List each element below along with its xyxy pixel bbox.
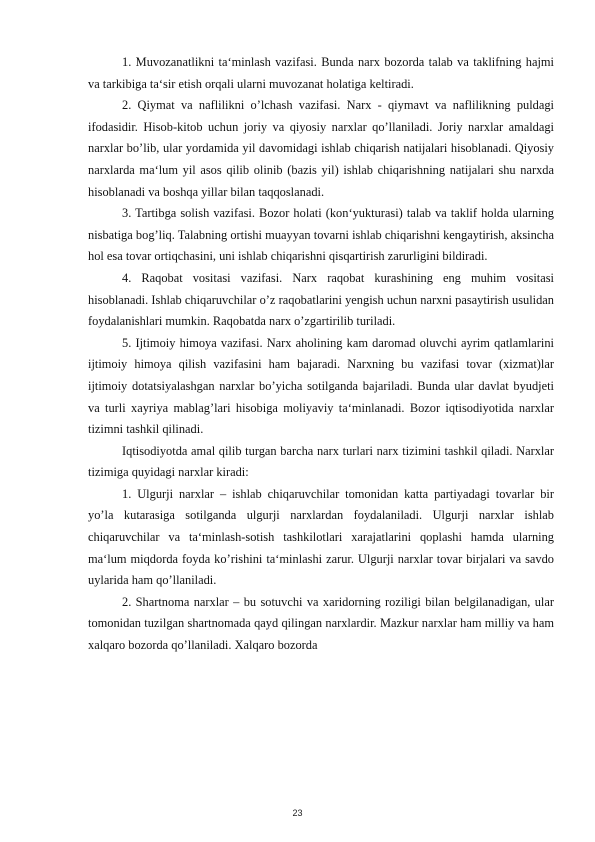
paragraph-equilibrium-function: 1. Muvozanatlikni ta‘minlash vazifasi. Bunda narx bozorda talab va taklifning hajmi va tarkibiga ta‘sir etish orqali ularni muvozanat holatiga keltiradi. [88,55,554,91]
paragraph-social-protection-function: 5. Ijtimoiy himoya vazifasi. Narx aholining kam daromad oluvchi ayrim qatlamlarini ijtimoiy himoya qilish vazifasini ham bajaradi. Narxning bu vazifasi tovar (xizmat)lar ijtimoiy dotatsiyalashgan narxlar bo’yicha sotilganda bajariladi. Bunda ular davlat byudjeti va turli xayriya mablag’lari hisobiga moliyaviy ta‘minlanadi. Bozor iqtisodiyotida narxlar tizimni tashkil qilinadi. [88,335,554,437]
paragraph-regulation-function: 3. Tartibga solish vazifasi. Bozor holati (kon‘yukturasi) talab va taklif holda ularning nisbatiga bog’liq. Talabning ortishi muayyan tovarni ishlab chiqarishni kengaytirish, aksincha hol esa tovar ortiqchasini, uni ishlab chiqarishni qisqartirish zarurligini bildiradi. [88,206,554,264]
paragraph-contract-prices: 2. Shartnoma narxlar – bu sotuvchi va xaridorning roziligi bilan belgilanadigan, ular tomonidan tuzilgan shartnomada qayd qilingan narxlardir. Mazkur narxlar ham milliy va ham xalqaro bozorda qo’llaniladi. Xalqaro bozorda [88,594,554,653]
page-number: 23 [292,808,303,818]
paragraph-competition-function: 4. Raqobat vositasi vazifasi. Narx raqobat kurashining eng muhim vositasi hisoblanadi. Ishlab chiqaruvchilar o’z raqobatlarini yengish uchun narxni pasaytirish usulidan foydalanishlari mumkin. Raqobatda narx o’zgartirilib turiladi. [88,270,554,329]
paragraph-price-system-intro: Iqtisodiyotda amal qilib turgan barcha narx turlari narx tizimini tashkil qiladi. Narxlar tizimiga quyidagi narxlar kiradi: [88,443,554,480]
paragraph-value-measurement-function: 2. Qiymat va naflilikni o’lchash vazifasi. Narx - qiymavt va naflilikning puldagi ifodasidir. Hisob-kitob uchun joriy va qiyosiy narxlar qo’llaniladi. Joriy narxlar amaldagi narxlar bo’lib, ular yordamida yil davomidagi ishlab chiqarish natijalari hisoblanadi. Qiyosiy narxlarda ma‘lum yil asos qilib olinib (bazis yil) ishlab chiqarishning natijalari shu narxda hisoblanadi va boshqa yillar bilan taqqoslanadi. [88,98,554,199]
paragraph-wholesale-prices: 1. Ulgurji narxlar – ishlab chiqaruvchilar tomonidan katta partiyadagi tovarlar bir yo’la kutarasiga sotilganda ulgurji narxlardan foydalaniladi. Ulgurji narxlar ishlab chiqaruvchilar va ta‘minlash-sotish tashkilotlari xarajatlarini qoplashi hamda ularning ma‘lum miqdorda foyda ko’rishini ta‘minlashi zarur. Ulgurji narxlar tovar birjalari va savdo uylarida ham qo’llaniladi. [88,486,554,588]
document-page [88,52,554,657]
